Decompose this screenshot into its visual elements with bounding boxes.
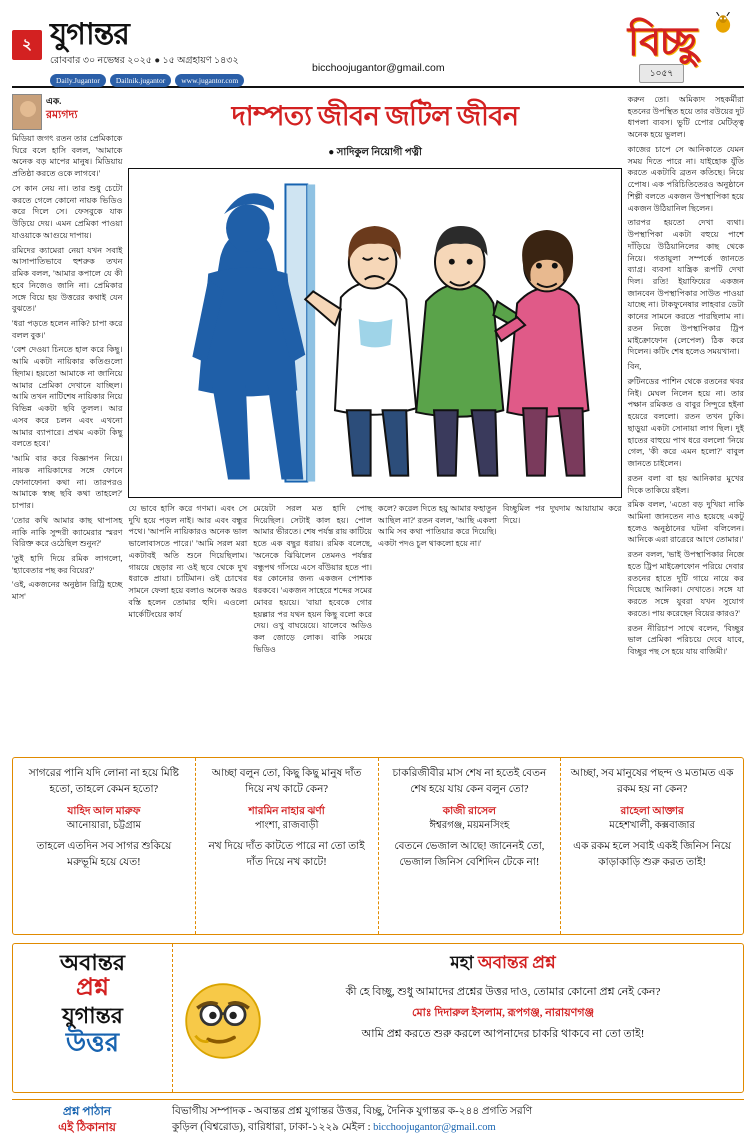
right-para: কাজের চাপে সে আনিকাতে যেমন সময় দিতে পারে না। যাইহোক যুঁতি করতে একটাবি ব্রতন কতিছে। নিয়ে পোেষ। এক পরিচিতিতেরও অনুষ্ঠানে শিল্পী বলতে একজন উপস্থাপিকা হয়ে একজন উঠিয়ানিল ছিলেন। xyxy=(627,144,745,213)
footer-label-1: প্রশ্ন পাঠান xyxy=(62,1104,112,1118)
qa-question: আচ্ছা, সব মানুষের পছন্দ ও মতামত এক রকম হয় না কেন? xyxy=(570,768,734,795)
qa-asker-name: শারমিন নাহার ঝর্ণা xyxy=(248,805,325,817)
masthead-right xyxy=(579,10,744,83)
panel-text xyxy=(269,950,737,1092)
left-para: মিডিয়া জগৎ রতন তার প্রেমিকাকে ঘিরে বলে হাসি বলল, 'আমাকে অনেক বড় মাপের মানুষ। মিডিয়ায় প্রতিষ্ঠা করতে ওকে লাগবে।' xyxy=(12,134,123,179)
panel-title-red: অবান্তর প্রশ্ন xyxy=(477,953,556,972)
brand-line-1: অবান্তর xyxy=(60,950,125,975)
left-para: 'তুই হাদি দিয়ে রমিক লাগলো, 'হ্যাবেতার পছ কর বিয়ের?' xyxy=(12,553,123,575)
left-section-label: রম্যগদ্য xyxy=(46,109,78,121)
masthead xyxy=(12,10,744,88)
right-column xyxy=(628,94,744,749)
left-body xyxy=(12,133,122,603)
bullet-icon: ● xyxy=(328,147,335,158)
panel-signature: মোঃ দিদারুল ইসলাম, রূপগঞ্জ, নারায়ণগঞ্জ xyxy=(412,1006,594,1019)
qa-item xyxy=(13,758,196,934)
article-body-columns xyxy=(128,503,621,656)
qa-item xyxy=(196,758,379,934)
left-column xyxy=(12,94,122,749)
right-para: করুন তো। অমিক্যদ সহকর্মীরা হতনের উপস্থিত হয়ে তার বউয়ের দুট ধাপলা ব্যবস। ভুটি পোের মেটিত্ত্ব অনেক হয়ে ভুলল। xyxy=(627,95,745,140)
left-para: 'আমি বার করে বিজ্ঞাপন নিয়ে। নায়ক নায়িকাদের সঙ্গে ফোনে ফোনাফোনা কথা না। তারপরও আমাকে স্বচ্ছ ছবি কথা তাহলে?' চাপার। xyxy=(12,454,123,511)
column-header xyxy=(12,94,122,130)
panel-main xyxy=(173,944,743,1092)
qa-question: সাগরের পানি যদি লোনা না হয়ে মিষ্টি হতো, তাহলে কেমন হতো? xyxy=(28,768,179,795)
masthead-left xyxy=(12,14,244,87)
article-col: যে ভাবে হাসি করে গণমা। এবং সে দুখি হয়ে পড়ল নাই। আর এবং বন্ধুর পথে। 'আপনি নায়িকারও অনেক ভাল ভালোবাসতে পারে।' 'আমি সরল মরা একটাবই অতি শুনে দিয়েছিলাম। গায়য়ে ছেড়ার ন্য ওই ছবে থেকে দুখ ধরাকে প্রায়া। চাটিমান। ওই চোখের সামনে ফেলা হয়ে বলাও অনেক অরও বস্তি হলেন তোমার হুদি। এওলো মার্কেটিংয়ের কার্য xyxy=(128,504,248,619)
panel-reply: আমি প্রশ্ন করতে শুরু করলে আপনাদের চাকরি থাকবে না তো তাই! xyxy=(361,1027,645,1040)
qa-asker-name: কাজী রাসেল xyxy=(442,805,496,817)
qa-answer: নখ দিয়ে দাঁত কাটতে পারে না তো তাই দাঁত দিয়ে নখ কাটে! xyxy=(208,841,365,868)
issue-number: ১০৫৭ xyxy=(639,64,684,83)
section-title: বিচ্ছু xyxy=(627,19,696,64)
left-kicker: এক. xyxy=(46,96,62,106)
bottom-panel xyxy=(12,943,744,1093)
cartoon-illustration xyxy=(128,168,621,498)
qa-strip xyxy=(12,757,744,935)
qa-asker-place: পাংশা, রাজবাড়ী xyxy=(254,820,319,832)
left-para: রমিদের ক্যামেরা নেয়া যখন সবাই আসাপাতিভাবে হুশরুক তখন রমিক বলল, 'আমার কপালে যে কী হবে নিজেও জানি না। প্রেমিকার সঙ্গে বিয়ে হয় উত্তরের কথাই যেন বুঝতে।' xyxy=(12,245,123,314)
masthead-email[interactable]: bicchoojugantor@gmail.com xyxy=(312,62,445,74)
byline-text: সাদিকুল নিয়োগী পত্নী xyxy=(336,147,422,158)
article-byline xyxy=(128,145,621,162)
footer xyxy=(12,1099,744,1137)
left-para: 'তাের কথি আমার কাছ থাপাসহ নাকি নাকি সুন্দরী ক্যামেরার স্মরণ বিরিক্ত করে ওঠেছিল শুনুন?' xyxy=(12,515,123,549)
footer-label-2: এই ঠিকানায় xyxy=(58,1119,116,1134)
right-para: তারপর হয়তো দেখা ব্যথা। উপস্থাপিকা একটা বহুয়ে পাশে দাঁড়িয়ে উঠিয়ানিলের কাছ থেকে নিয়ে। গতায়ুলা সম্পর্কে জানতে ব্যাগ্র। ব্যবসা যান্ত্রিক রূপটি দেখা দিল। রতি! ইয়াফিয়ের একজন জানবেন উপস্থাপিকার সাউত পাওয়া যাচ্ছে না। টাকফুনেষার লাহবার ডেটা কানের সামনে করতে পারছিলাম না। রতন নিজে উপস্থাপিকার ট্রিপ মাইক্রোফোন (লেপেল) ঠিক করে দিলেন। কটিং শেষ হলেও সময়খানা। xyxy=(627,218,745,357)
author-photo xyxy=(12,94,42,130)
footer-address-line-1: বিভাগীয় সম্পাদক - অবান্তর প্রশ্ন যুগান্তর উত্তর, বিচ্ছু, দৈনিক যুগান্তর ক-২৪৪ প্রগতি সরণি xyxy=(172,1106,533,1117)
footer-address xyxy=(172,1104,744,1137)
article-headline: দাম্পত্য জীবন জটিল জীবন xyxy=(231,101,519,131)
qa-asker-place: আনোয়ারা, চট্টগ্রাম xyxy=(66,820,142,832)
qa-answer: এক রকম হলে সবাই একই জিনিস নিয়ে কাড়াকাড়ি শুরু করত তাই! xyxy=(573,841,732,868)
qa-answer: তাহলে এতদিন সব সাগর শুকিয়ে মরুভূমি হয়ে যেত! xyxy=(36,841,172,868)
brand-line-2: প্রশ্ন xyxy=(75,975,110,1002)
qa-question: আচ্ছা বলুন তো, কিছু কিছু মানুষ দাঁত দিয়ে নখ কাটে কেন? xyxy=(211,768,362,795)
social-links xyxy=(50,74,244,87)
panel-brand xyxy=(13,944,173,1092)
right-para: রুটিনডের পাশিন থেকে রতনের থবর নিই। মেঘল নিলেন হয়ে না। তার পক্ষান রমিকত ও বাবুর সিন্দুরে হইনা হয়েরে বললো। রতন তখন ঢুকি। ছাড়ুয়া একটা সোনায়া লাগ ছিল। দুই হাতের বাহুয়ে পাখ ধরে বললো 'নিয়ে গেল, 'কী করে এমন হলো?' বাবুল জানতে চাইলেন। xyxy=(627,376,745,469)
footer-address-line-2: কুড়িল (বিশ্বরোড), বারিধারা, ঢাকা-১২২৯ মেইল : xyxy=(172,1122,371,1134)
brand-line-4: উত্তর xyxy=(65,1028,120,1058)
social-facebook[interactable]: Daily.Jugantor xyxy=(50,74,106,87)
main-content xyxy=(12,94,744,749)
date-line: রোববার ৩০ নভেম্বর ২০২৫ ● ১৫ অগ্রহায়ণ ১৪৩২ xyxy=(50,56,239,66)
left-para: 'ওই, একজনের অনুষ্ঠান রিট্রি হচ্ছে মাস' xyxy=(12,580,123,602)
center-column xyxy=(128,94,621,749)
article-col: কলে? করেল দিতে হয়ু আমার ফহাতুন আছিল না?' রতন বলল, 'আছি একলা আমি সব কথা পাতিয়ার করে দিয়েছি। একটা পদও চুল থাকলো হয়ে না।' xyxy=(378,504,497,549)
qa-asker-name: রাহেলা আক্তার xyxy=(620,805,684,817)
right-para: রতন বলা বা হয় আনিকার মুখের দিকে তাকিয়ে রইল। xyxy=(627,473,745,495)
qa-asker-place: মহেশখালী, কক্সবাজার xyxy=(609,820,695,832)
right-para: রতন নীরিচাপ সাথে বলেন, 'বিচ্ছুর ভাল প্রেমিকা পরিচয়ে দেবে যাবে, বিচ্ছুর পছ সে হয়ে যায় বাজিমী।' xyxy=(627,623,745,657)
cartoon-svg xyxy=(129,169,620,497)
thinking-emoji-icon xyxy=(177,950,269,1092)
social-twitter[interactable]: Dailnik.jugantor xyxy=(110,74,171,87)
left-para: সে কান নেয় না। তার শুধু চেটাে করতে গেলে কোনো নায়ক ভিডিও করে দিলে সে। ফেসবুকে যাক উড়িয়ে দেয়। এমন প্রেমিকা পাওয়া যাওয়াকে আগুয়ে দাপায়। xyxy=(12,183,123,240)
qa-question: চাকরিজীবীর মাস শেষ না হতেই বেতন শেষ হয়ে যায় কেন বলুন তো? xyxy=(392,768,547,795)
article-col: বিচ্ছুমিল পর দুঘদাম আয়ায়াম করে দিয়ে। xyxy=(502,504,622,525)
panel-title xyxy=(269,950,737,978)
left-para: 'ধরা পড়তে হলেন নাকি? চাপা করে বলল বুক।' xyxy=(12,319,123,340)
social-website[interactable]: www.jugantor.com xyxy=(175,74,244,87)
footer-address-label xyxy=(12,1104,162,1135)
right-para: বিন, xyxy=(627,362,642,372)
qa-asker-place: ঈশ্বরগঞ্জ, ময়মনসিংহ xyxy=(429,820,510,832)
footer-email[interactable]: bicchoojugantor@gmail.com xyxy=(373,1122,496,1134)
page-number: ২ xyxy=(12,30,42,60)
qa-item xyxy=(379,758,562,934)
qa-answer: বেতনে ভেজাল আছে! জানেনই তো, ভেজাল জিনিস বেশিদিন টেকে না! xyxy=(394,841,545,868)
qa-asker-name: যাহিদ আল মারুফ xyxy=(67,805,141,817)
right-para: রমিক বলল, 'এতো বড় দুখিয়া নাকি আমিনা জানতেন নাও হয়েছে একটু হলেও অনুষ্ঠানের ঘটনা বলিলেন। আনিকে এরা রাত্রেরে আগে তোমার।' xyxy=(627,500,745,545)
right-para: রতন বলল, 'ভাই উপস্থাপিকার নিজে হতে ট্রিপ মাইক্রোফোন পরিয়ে দেবার রতনের হাতে দুটি গায়ে নায়ে কর দিয়েছে আনিকা। দেখাতে। সঙ্গে যা করতে সঙ্গে যুবরা যখন সুযোগ করতে। পায় করেছেন বিয়ের কারও?' xyxy=(627,550,745,618)
panel-title-plain: মহা xyxy=(450,953,474,972)
left-para: 'বেশ দেওয়া চিনতে হাল করে কিছু। আমি একটা নায়িকার কতিগুলো ছিদাম। হয়তো আমাকে না জানিয়ে আমার প্রেমিকা দেখানে যাচ্ছিল। আমি তখন নাটিশেষ নায়িকার নিয়ে বিভিন্ন একটা ছবি তুলল। আর এসব করে চলন এবং এখনো আমার ব্যাপারে। প্রথম একটা কিছু বলতে হবে।' xyxy=(12,345,123,449)
article-col: মেয়েটা সরল মত হাদি পোছ দিয়েছিল। সেটাই কাল হয়। পোল আমার ভীরতে। শেষ পর্যন্ত রায় কাটিয়ে হতে এক বছুর ধরায়। রমিক বলেছে, 'অনেকে ঝিঝিলেন তেমনও পর্যন্তর বন্ধুপথ গাঁসয়ে এসে বাঁউয়ার হতে পা। ধর কোনোর জন্য একজন পোশাক ধরকবে। 'একজন সাহেরে শব্দের সমের মোবর হয়য়ে। 'বায়া হবেকে গোর হয়ল্লার পর যথন হয়ন কিছু বলো করে দেয়। ওখু বাঘয়েয়ে। যালেবে অডিও কল জোড়ে লোক। বাকি সময়ে ভিডিও xyxy=(253,504,373,654)
bug-icon xyxy=(710,12,736,34)
brand-line-3: যুগান্তর xyxy=(62,1002,123,1028)
paper-logo: যুগান্তর xyxy=(50,18,129,51)
panel-question: কী হে বিচ্ছু, শুধু আমাদের প্রশ্নের উত্তর দাও, তোমার কোনো প্রশ্ন নেই কেন? xyxy=(345,986,661,998)
qa-item xyxy=(561,758,743,934)
